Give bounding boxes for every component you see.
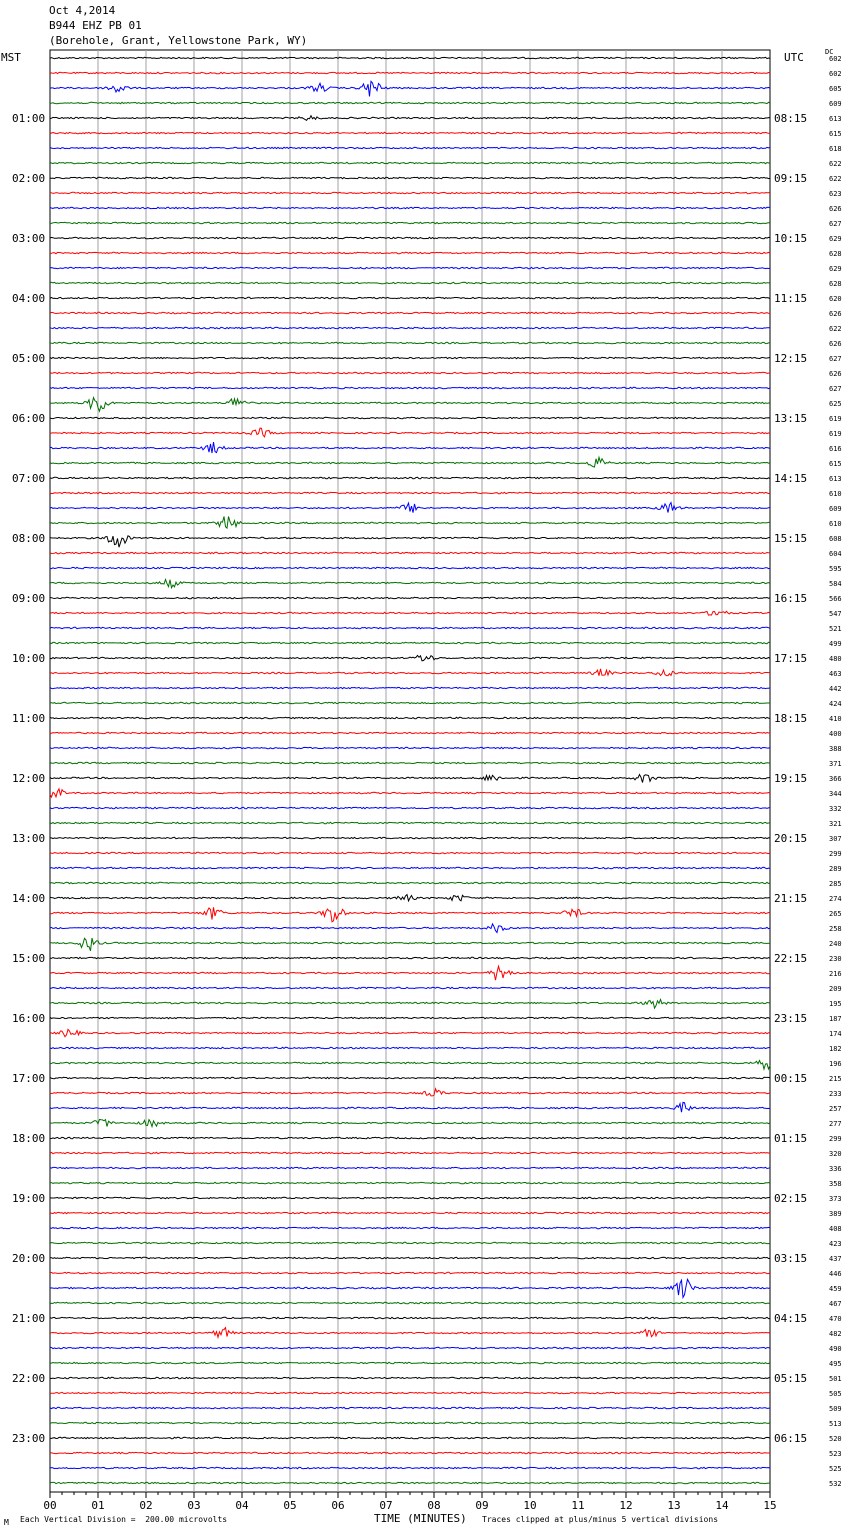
plot-frame xyxy=(50,50,770,1492)
dc-offset-label: 520 xyxy=(829,1435,842,1443)
right-hour-label: 09:15 xyxy=(774,172,808,185)
trace-line xyxy=(50,852,770,853)
x-tick-label: 11 xyxy=(571,1499,585,1512)
dc-offset-label: 622 xyxy=(829,160,842,168)
left-hour-label: 20:00 xyxy=(12,1252,46,1265)
trace-line xyxy=(50,517,770,529)
dc-offset-label: 566 xyxy=(829,595,842,603)
right-hour-label: 10:15 xyxy=(774,232,808,245)
left-hour-label: 21:00 xyxy=(12,1312,46,1325)
trace-line xyxy=(50,428,770,437)
trace-line xyxy=(50,822,770,823)
dc-offset-label: 174 xyxy=(829,1030,842,1038)
dc-offset-label: 446 xyxy=(829,1270,842,1278)
trace-line xyxy=(50,597,770,598)
dc-offset-label: 230 xyxy=(829,955,842,963)
left-hour-label: 10:00 xyxy=(12,652,46,665)
left-hour-label: 13:00 xyxy=(12,832,46,845)
trace-line xyxy=(50,116,770,121)
right-hour-label: 23:15 xyxy=(774,1012,808,1025)
right-hour-label: 17:15 xyxy=(774,652,808,665)
dc-offset-label: 629 xyxy=(829,235,842,243)
trace-line xyxy=(50,1167,770,1168)
trace-line xyxy=(50,1102,770,1112)
trace-line xyxy=(50,81,770,96)
x-tick-label: 02 xyxy=(139,1499,153,1512)
trace-line xyxy=(50,417,770,418)
trace-line xyxy=(50,867,770,868)
x-tick-label: 12 xyxy=(619,1499,633,1512)
x-tick-label: 00 xyxy=(43,1499,57,1512)
dc-offset-label: 463 xyxy=(829,670,842,678)
dc-offset-label: 619 xyxy=(829,415,842,423)
dc-offset-label: 499 xyxy=(829,640,842,648)
x-tick-label: 03 xyxy=(187,1499,201,1512)
dc-offset-label: 195 xyxy=(829,1000,842,1008)
left-hour-label: 04:00 xyxy=(12,292,46,305)
trace-line xyxy=(50,147,770,148)
dc-offset-label: 509 xyxy=(829,1405,842,1413)
trace-line xyxy=(50,207,770,208)
trace-line xyxy=(50,342,770,343)
trace-line xyxy=(50,267,770,268)
trace-line xyxy=(50,1227,770,1228)
dc-offset-label: 613 xyxy=(829,115,842,123)
x-tick-label: 07 xyxy=(379,1499,393,1512)
trace-line xyxy=(50,1119,770,1126)
dc-offset-label: 215 xyxy=(829,1075,842,1083)
dc-offset-label: 622 xyxy=(829,325,842,333)
right-hour-label: 14:15 xyxy=(774,472,808,485)
dc-offset-label: 424 xyxy=(829,700,842,708)
right-hour-label: 08:15 xyxy=(774,112,808,125)
dc-offset-label: 532 xyxy=(829,1480,842,1488)
dc-offset-label: 299 xyxy=(829,1135,842,1143)
trace-line xyxy=(50,1047,770,1048)
x-tick-label: 08 xyxy=(427,1499,441,1512)
right-hour-label: 22:15 xyxy=(774,952,808,965)
dc-offset-label: 336 xyxy=(829,1165,842,1173)
trace-line xyxy=(50,72,770,73)
dc-offset-label: 627 xyxy=(829,385,842,393)
dc-offset-label: 389 xyxy=(829,1210,842,1218)
dc-offset-label: 289 xyxy=(829,865,842,873)
left-hour-label: 17:00 xyxy=(12,1072,46,1085)
dc-offset-label: 470 xyxy=(829,1315,842,1323)
dc-offset-label: 623 xyxy=(829,190,842,198)
trace-line xyxy=(50,177,770,178)
x-tick-label: 04 xyxy=(235,1499,249,1512)
header-date: Oct 4,2014 xyxy=(49,4,116,17)
dc-offset-label: 626 xyxy=(829,370,842,378)
right-hour-label: 18:15 xyxy=(774,712,808,725)
right-axis-title: UTC xyxy=(784,51,804,64)
trace-line xyxy=(50,1302,770,1303)
dc-offset-label: 626 xyxy=(829,205,842,213)
trace-line xyxy=(50,398,770,412)
left-hour-label: 08:00 xyxy=(12,532,46,545)
trace-line xyxy=(50,312,770,313)
x-axis-title: TIME (MINUTES) xyxy=(374,1512,467,1525)
right-hour-label: 11:15 xyxy=(774,292,808,305)
right-hour-label: 15:15 xyxy=(774,532,808,545)
dc-offset-label: 182 xyxy=(829,1045,842,1053)
trace-line xyxy=(50,938,770,951)
dc-offset-label: 320 xyxy=(829,1150,842,1158)
dc-offset-label: 604 xyxy=(829,550,842,558)
left-hour-label: 23:00 xyxy=(12,1432,46,1445)
trace-line xyxy=(50,702,770,703)
left-hour-label: 05:00 xyxy=(12,352,46,365)
trace-line xyxy=(50,1422,770,1423)
trace-line xyxy=(50,536,770,547)
x-tick-label: 05 xyxy=(283,1499,297,1512)
right-hour-label: 01:15 xyxy=(774,1132,808,1145)
trace-line xyxy=(50,222,770,223)
trace-line xyxy=(50,837,770,838)
dc-offset-label: 595 xyxy=(829,565,842,573)
trace-line xyxy=(50,457,770,467)
dc-offset-label: 584 xyxy=(829,580,842,588)
dc-offset-label: 344 xyxy=(829,790,842,798)
dc-offset-label: 196 xyxy=(829,1060,842,1068)
dc-offset-label: 437 xyxy=(829,1255,842,1263)
dc-offset-label: 505 xyxy=(829,1390,842,1398)
dc-offset-label: 609 xyxy=(829,505,842,513)
dc-offset-label: 366 xyxy=(829,775,842,783)
dc-offset-label: 442 xyxy=(829,685,842,693)
dc-offset-label: 626 xyxy=(829,310,842,318)
trace-line xyxy=(50,775,770,783)
dc-offset-label: 547 xyxy=(829,610,842,618)
trace-line xyxy=(50,669,770,676)
trace-line xyxy=(50,132,770,133)
dc-offset-label: 609 xyxy=(829,100,842,108)
dc-offset-label: 209 xyxy=(829,985,842,993)
dc-offset-label: 627 xyxy=(829,355,842,363)
trace-line xyxy=(50,1152,770,1153)
right-hour-label: 13:15 xyxy=(774,412,808,425)
dc-offset-label: 307 xyxy=(829,835,842,843)
trace-line xyxy=(50,1347,770,1348)
dc-offset-label: 629 xyxy=(829,265,842,273)
trace-line xyxy=(50,732,770,733)
dc-offset-label: 615 xyxy=(829,460,842,468)
trace-line xyxy=(50,57,770,58)
dc-offset-label: 622 xyxy=(829,175,842,183)
dc-offset-label: 602 xyxy=(829,70,842,78)
trace-line xyxy=(50,1407,770,1408)
dc-offset-label: 490 xyxy=(829,1345,842,1353)
right-hour-label: 19:15 xyxy=(774,772,808,785)
trace-line xyxy=(50,1377,770,1378)
trace-line xyxy=(50,717,770,718)
trace-line xyxy=(50,252,770,253)
dc-offset-label: 613 xyxy=(829,475,842,483)
dc-offset-label: 626 xyxy=(829,340,842,348)
right-hour-label: 06:15 xyxy=(774,1432,808,1445)
clipping-note: Traces clipped at plus/minus 5 vertical divisions xyxy=(482,1515,719,1524)
dc-offset-label: 616 xyxy=(829,445,842,453)
dc-offset-label: 605 xyxy=(829,85,842,93)
trace-line xyxy=(50,567,770,568)
dc-offset-label: 277 xyxy=(829,1120,842,1128)
trace-line xyxy=(50,1257,770,1258)
x-tick-label: 13 xyxy=(667,1499,681,1512)
right-hour-label: 04:15 xyxy=(774,1312,808,1325)
trace-line xyxy=(50,192,770,193)
trace-line xyxy=(50,762,770,763)
dc-offset-label: 625 xyxy=(829,400,842,408)
trace-line xyxy=(50,1212,770,1213)
trace-line xyxy=(50,1362,770,1363)
x-tick-label: 14 xyxy=(715,1499,729,1512)
dc-offset-label: 467 xyxy=(829,1300,842,1308)
left-axis-title: MST xyxy=(1,51,21,64)
dc-offset-label: 610 xyxy=(829,520,842,528)
left-hour-label: 19:00 xyxy=(12,1192,46,1205)
dc-offset-label: 371 xyxy=(829,760,842,768)
trace-line xyxy=(50,580,770,588)
left-hour-label: 02:00 xyxy=(12,172,46,185)
dc-offset-label: 480 xyxy=(829,655,842,663)
trace-line xyxy=(50,1077,770,1078)
dc-offset-label: 459 xyxy=(829,1285,842,1293)
left-hour-label: 16:00 xyxy=(12,1012,46,1025)
dc-offset-label: 620 xyxy=(829,295,842,303)
trace-line xyxy=(50,1061,770,1070)
trace-line xyxy=(50,372,770,373)
dc-offset-label: 513 xyxy=(829,1420,842,1428)
left-hour-label: 12:00 xyxy=(12,772,46,785)
dc-offset-label: 216 xyxy=(829,970,842,978)
trace-line xyxy=(50,1017,770,1018)
trace-line xyxy=(50,162,770,163)
right-hour-label: 12:15 xyxy=(774,352,808,365)
dc-offset-label: 627 xyxy=(829,220,842,228)
trace-line xyxy=(50,503,770,513)
left-hour-label: 07:00 xyxy=(12,472,46,485)
trace-line xyxy=(50,1089,770,1096)
trace-line xyxy=(50,237,770,238)
trace-line xyxy=(50,492,770,493)
trace-line xyxy=(50,655,770,660)
trace-line xyxy=(50,687,770,688)
trace-line xyxy=(50,987,770,988)
left-hour-label: 06:00 xyxy=(12,412,46,425)
trace-line xyxy=(50,627,770,628)
dc-offset-label: 619 xyxy=(829,430,842,438)
header-station: B944 EHZ PB 01 xyxy=(49,19,142,32)
vertical-division-note: Each Vertical Division = 200.00 microvolts xyxy=(20,1515,228,1524)
left-hour-label: 11:00 xyxy=(12,712,46,725)
dc-offset-label: 233 xyxy=(829,1090,842,1098)
header-location: (Borehole, Grant, Yellowstone Park, WY) xyxy=(49,34,308,47)
trace-line xyxy=(50,1242,770,1243)
x-tick-label: 09 xyxy=(475,1499,489,1512)
left-hour-label: 22:00 xyxy=(12,1372,46,1385)
dc-offset-label: 400 xyxy=(829,730,842,738)
dc-offset-label: 525 xyxy=(829,1465,842,1473)
dc-offset-label: 373 xyxy=(829,1195,842,1203)
dc-offset-label: 285 xyxy=(829,880,842,888)
left-hour-label: 18:00 xyxy=(12,1132,46,1145)
trace-line xyxy=(50,642,770,643)
dc-offset-label: 482 xyxy=(829,1330,842,1338)
x-tick-label: 15 xyxy=(763,1499,777,1512)
trace-line xyxy=(50,357,770,358)
dc-offset-label: 610 xyxy=(829,490,842,498)
trace-line xyxy=(50,807,770,808)
dc-title: DC xyxy=(825,48,834,56)
left-hour-label: 09:00 xyxy=(12,592,46,605)
left-hour-label: 14:00 xyxy=(12,892,46,905)
trace-line xyxy=(50,789,770,797)
dc-offset-label: 521 xyxy=(829,625,842,633)
trace-line xyxy=(50,1482,770,1483)
dc-offset-label: 618 xyxy=(829,145,842,153)
right-hour-label: 00:15 xyxy=(774,1072,808,1085)
trace-line xyxy=(50,1467,770,1468)
trace-line xyxy=(50,297,770,298)
dc-offset-label: 299 xyxy=(829,850,842,858)
dc-offset-label: 410 xyxy=(829,715,842,723)
right-hour-label: 20:15 xyxy=(774,832,808,845)
dc-offset-label: 240 xyxy=(829,940,842,948)
x-tick-label: 01 xyxy=(91,1499,105,1512)
trace-line xyxy=(50,1279,770,1297)
dc-offset-label: 258 xyxy=(829,925,842,933)
trace-line xyxy=(50,1437,770,1438)
right-hour-label: 05:15 xyxy=(774,1372,808,1385)
trace-line xyxy=(50,1182,770,1183)
trace-line xyxy=(50,1137,770,1138)
dc-offset-label: 608 xyxy=(829,535,842,543)
dc-offset-label: 628 xyxy=(829,250,842,258)
trace-line xyxy=(50,1328,770,1338)
trace-line xyxy=(50,924,770,933)
dc-offset-label: 388 xyxy=(829,745,842,753)
dc-offset-label: 408 xyxy=(829,1225,842,1233)
right-hour-label: 02:15 xyxy=(774,1192,808,1205)
right-hour-label: 16:15 xyxy=(774,592,808,605)
left-hour-label: 01:00 xyxy=(12,112,46,125)
x-tick-label: 10 xyxy=(523,1499,537,1512)
dc-offset-label: 495 xyxy=(829,1360,842,1368)
trace-line xyxy=(50,1197,770,1198)
trace-line xyxy=(50,1000,770,1009)
dc-offset-label: 257 xyxy=(829,1105,842,1113)
trace-line xyxy=(50,907,770,922)
dc-offset-label: 274 xyxy=(829,895,842,903)
left-hour-label: 15:00 xyxy=(12,952,46,965)
trace-line xyxy=(50,611,770,615)
dc-offset-label: 321 xyxy=(829,820,842,828)
dc-offset-label: 501 xyxy=(829,1375,842,1383)
right-hour-label: 21:15 xyxy=(774,892,808,905)
trace-line xyxy=(50,552,770,553)
dc-offset-label: 332 xyxy=(829,805,842,813)
trace-line xyxy=(50,747,770,748)
dc-offset-label: 615 xyxy=(829,130,842,138)
trace-line xyxy=(50,957,770,958)
trace-line xyxy=(50,1392,770,1393)
left-hour-label: 03:00 xyxy=(12,232,46,245)
dc-offset-label: 265 xyxy=(829,910,842,918)
dc-offset-label: 358 xyxy=(829,1180,842,1188)
right-hour-label: 03:15 xyxy=(774,1252,808,1265)
trace-line xyxy=(50,1317,770,1318)
trace-line xyxy=(50,442,770,453)
trace-line xyxy=(50,282,770,283)
trace-line xyxy=(50,387,770,388)
dc-offset-label: 423 xyxy=(829,1240,842,1248)
trace-line xyxy=(50,327,770,328)
trace-line xyxy=(50,882,770,883)
trace-line xyxy=(50,1029,770,1036)
trace-line xyxy=(50,1452,770,1453)
dc-offset-label: 602 xyxy=(829,55,842,63)
footer-mark: M xyxy=(4,1518,9,1527)
trace-line xyxy=(50,966,770,980)
trace-line xyxy=(50,102,770,103)
trace-line xyxy=(50,477,770,478)
dc-offset-label: 628 xyxy=(829,280,842,288)
dc-offset-label: 523 xyxy=(829,1450,842,1458)
x-tick-label: 06 xyxy=(331,1499,345,1512)
trace-line xyxy=(50,1272,770,1273)
trace-line xyxy=(50,895,770,901)
dc-offset-label: 187 xyxy=(829,1015,842,1023)
